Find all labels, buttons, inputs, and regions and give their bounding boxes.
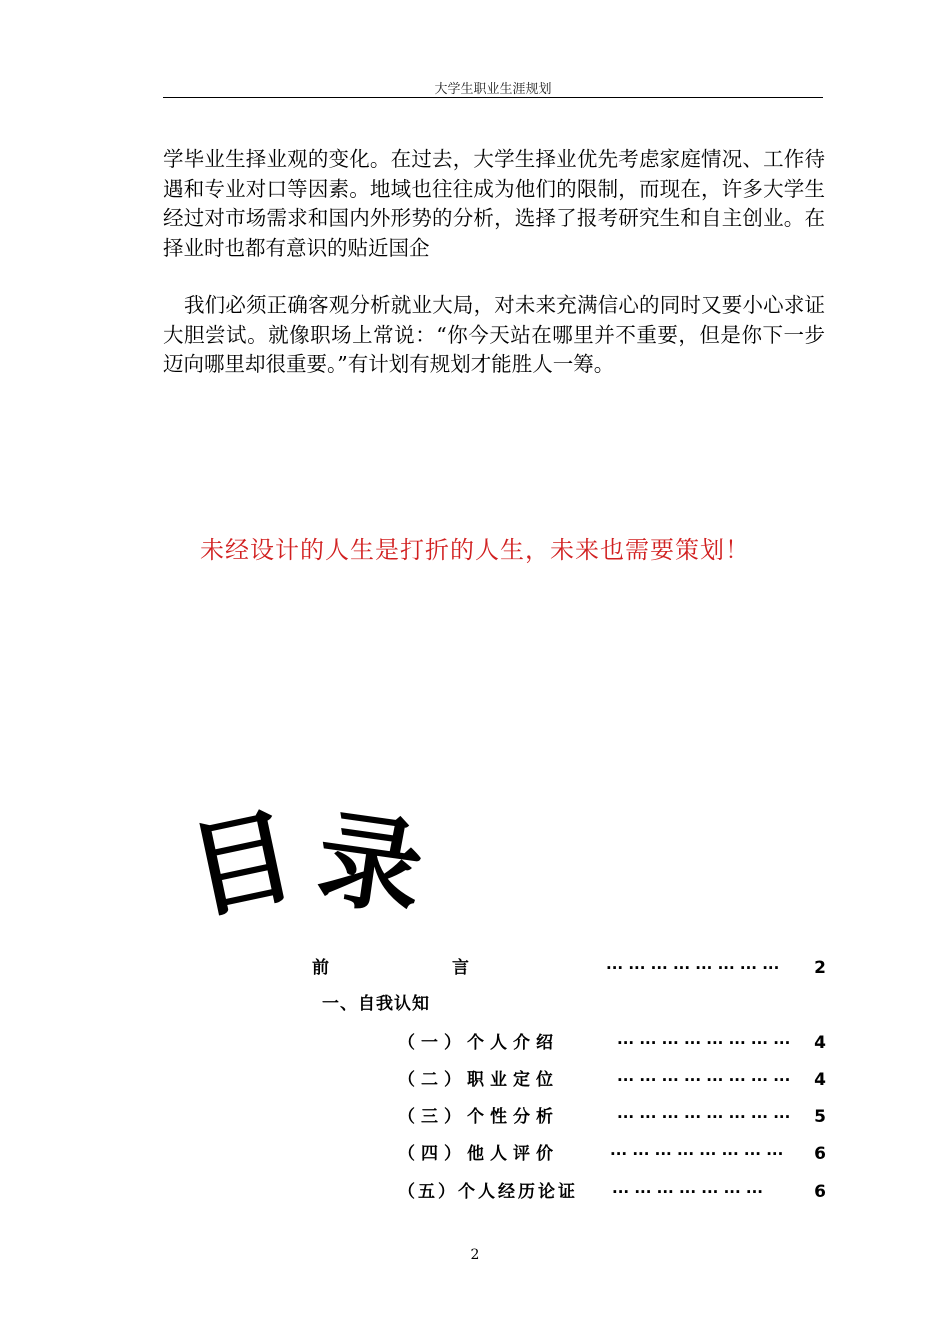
toc-entry-item-4[interactable] <box>0 1140 950 1168</box>
toc-entry-section-1[interactable] <box>0 990 950 1018</box>
toc-leader-dots: ··· ··· ··· ··· ··· ··· ··· ··· <box>610 1145 784 1163</box>
toc-section-label: 一、自我认知 <box>322 994 430 1014</box>
toc-leader-dots: ··· ··· ··· ··· ··· ··· ··· <box>612 1183 763 1201</box>
toc-item-label: （一）个人介绍 <box>398 1033 559 1053</box>
toc-entry-item-3[interactable] <box>0 1103 950 1131</box>
toc-preface-char-2: 言 <box>452 958 469 978</box>
toc-item-label: （二）职业定位 <box>398 1070 559 1090</box>
toc-page-number: 4 <box>814 1070 826 1090</box>
toc-leader-dots: ··· ··· ··· ··· ··· ··· ··· ··· <box>606 959 780 977</box>
toc-page-number: 6 <box>814 1144 826 1164</box>
toc-entry-preface[interactable] <box>0 954 950 982</box>
toc-entry-item-5[interactable] <box>0 1178 950 1206</box>
toc-page-number: 2 <box>814 958 826 978</box>
toc-item-label: （四）他人评价 <box>398 1144 559 1164</box>
toc-entry-item-2[interactable] <box>0 1066 950 1094</box>
toc-leader-dots: ··· ··· ··· ··· ··· ··· ··· ··· <box>617 1108 791 1126</box>
body-paragraph-2: 我们必须正确客观分析就业大局，对未来充满信心的同时又要小心求证大胆尝试。就像职场上常说：“你今天站在哪里并不重要，但是你下一步迈向哪里却很重要。”有计划有规划才能胜人一筹。 <box>163 293 825 376</box>
header-rule <box>163 97 823 98</box>
toc-page-number: 5 <box>814 1107 826 1127</box>
toc-entry-item-1[interactable] <box>0 1029 950 1057</box>
toc-title-char-1: 目 <box>178 793 306 935</box>
body-paragraph-1: 学毕业生择业观的变化。在过去，大学生择业优先考虑家庭情况、工作待遇和专业对口等因素。地域也往往成为他们的限制，而现在，许多大学生经过对市场需求和国内外形势的分析，选择了报考研究生和自主创业。在择业时也都有意识的贴近国企 <box>163 147 825 260</box>
slogan: 未经设计的人生是打折的人生，未来也需要策划！ <box>200 536 750 564</box>
toc-preface-char-1: 前 <box>312 958 329 978</box>
page-number: 2 <box>470 1247 480 1263</box>
toc-page-number: 4 <box>814 1033 826 1053</box>
toc-leader-dots: ··· ··· ··· ··· ··· ··· ··· ··· <box>617 1034 791 1052</box>
toc-page-number: 6 <box>814 1182 826 1202</box>
toc-item-label: （三）个性分析 <box>398 1107 559 1127</box>
toc-title-char-2: 录 <box>310 796 430 932</box>
header-title: 大学生职业生涯规划 <box>434 82 552 97</box>
toc-leader-dots: ··· ··· ··· ··· ··· ··· ··· ··· <box>617 1071 791 1089</box>
toc-item-label: （五）个人经历论证 <box>398 1182 578 1202</box>
